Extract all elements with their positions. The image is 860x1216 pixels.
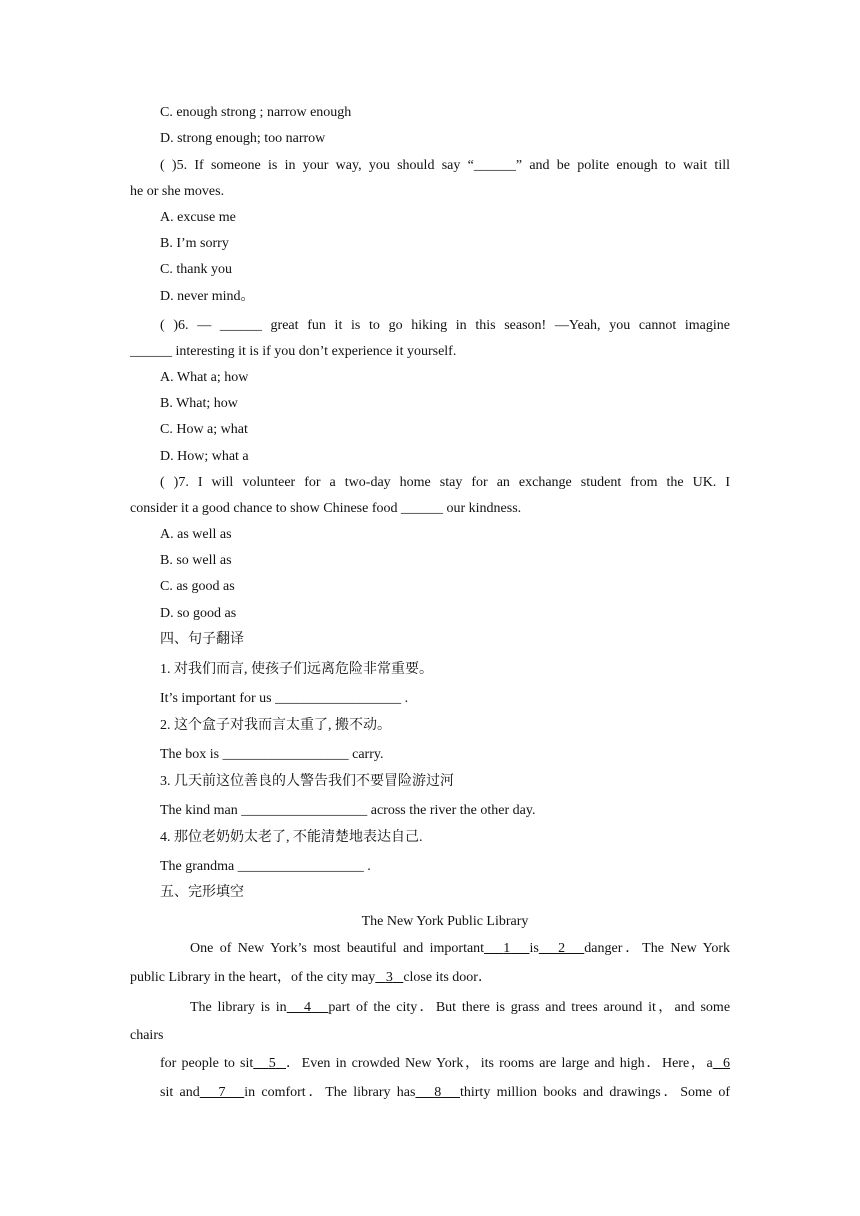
option-d: D. strong enough; too narrow: [160, 131, 326, 146]
question-7: ( )7. I will volunteer for a two-day home stay for an exchange student from the UK. I: [160, 475, 730, 490]
option-d: D. never mind。: [160, 289, 255, 304]
option-c: C. as good as: [160, 579, 235, 594]
option-a: A. What a; how: [160, 370, 249, 385]
translation-2-prompt: 2. 这个盒子对我而言太重了, 搬不动。: [160, 718, 391, 733]
translation-4-prompt: 4. 那位老奶奶太老了, 不能清楚地表达自己.: [160, 830, 423, 845]
option-c: C. How a; what: [160, 422, 248, 437]
section-heading-cloze: 五、完形填空: [160, 885, 244, 900]
option-a: A. as well as: [160, 527, 232, 542]
translation-1-answer: It’s important for us __________________ .: [160, 691, 409, 706]
translation-2-answer: The box is __________________ carry.: [160, 747, 384, 762]
passage-line-1: One of New York’s most beautiful and important 1 is 2 danger．The New York: [190, 941, 731, 956]
passage-title: The New York Public Library: [361, 914, 529, 929]
question-5: ( )5. If someone is in your way, you should say “______” and be polite enough to wait till: [160, 158, 730, 173]
option-b: B. What; how: [160, 396, 238, 411]
option-b: B. I’m sorry: [160, 236, 229, 251]
question-7-cont: consider it a good chance to show Chinese food ______ our kindness.: [130, 501, 522, 516]
passage-line-6: sit and 7 in comfort．The library has 8 thirty million books and drawings．Some of: [160, 1085, 731, 1100]
translation-1-prompt: 1. 对我们而言, 使孩子们远离危险非常重要。: [160, 662, 433, 677]
passage-line-4: chairs: [130, 1028, 164, 1043]
option-b: B. so well as: [160, 553, 232, 568]
option-c: C. thank you: [160, 262, 232, 277]
option-a: A. excuse me: [160, 210, 236, 225]
passage-line-5: for people to sit 5 ．Even in crowded New York，its rooms are large and high．Here，a 6: [160, 1056, 731, 1071]
question-6-cont: ______ interesting it is if you don’t experience it yourself.: [130, 344, 457, 359]
question-5-cont: he or she moves.: [130, 184, 225, 199]
option-d: D. so good as: [160, 606, 237, 621]
passage-line-2: public Library in the heart，of the city may 3 close its door．: [130, 970, 492, 985]
translation-3-prompt: 3. 几天前这位善良的人警告我们不要冒险游过河: [160, 774, 454, 789]
translation-3-answer: The kind man __________________ across the river the other day.: [160, 803, 536, 818]
option-c: C. enough strong ; narrow enough: [160, 105, 352, 120]
translation-4-answer: The grandma __________________ .: [160, 859, 371, 874]
question-6: ( )6. — ______ great fun it is to go hiking in this season! —Yeah, you cannot imagine: [160, 318, 730, 333]
section-heading-translation: 四、句子翻译: [160, 632, 244, 647]
passage-line-3: The library is in 4 part of the city．But there is grass and trees around it，and some: [190, 1000, 731, 1015]
option-d: D. How; what a: [160, 449, 249, 464]
